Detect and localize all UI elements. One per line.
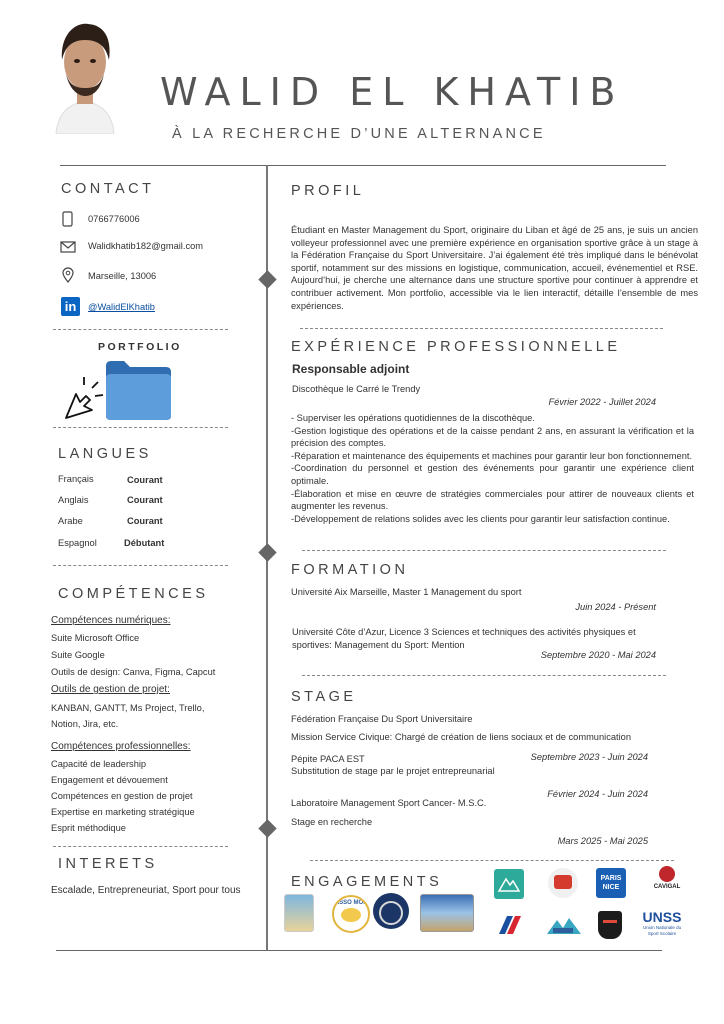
internship-desc: Mission Service Civique: Chargé de création de liens sociaux et de communication [291,732,632,742]
portfolio-heading: PORTFOLIO [98,341,182,353]
mountain-logo [494,869,524,899]
skill-item: Outils de design: Canva, Figma, Capcut [51,667,216,677]
internship-dates: Mars 2025 - Mai 2025 [557,836,648,846]
internship-desc: Stage en recherche [291,817,373,827]
skill-item: Compétences en gestion de projet [51,791,193,801]
duty-item: -Coordination du personnel et gestion des événements pour garantir une expérience client optimale. [291,463,694,486]
language-level: Courant [127,495,163,505]
footer-divider [56,950,662,951]
internship-dates: Février 2024 - Juin 2024 [547,789,648,799]
email-icon [60,240,76,258]
section-divider [53,565,228,566]
profile-photo [36,16,134,134]
folder-icon [106,361,171,420]
interets-heading: INTERETS [58,856,158,872]
company-name: Discothèque le Carré le Trendy [292,384,421,394]
university-sport-logo [493,912,527,938]
phone-icon [62,211,73,232]
section-divider [53,846,228,847]
language-level: Courant [127,516,163,526]
language-name: Espagnol [58,538,97,548]
job-objective: À LA RECHERCHE D’UNE ALTERNANCE [172,126,546,142]
sports-club-logo [373,893,409,929]
skill-item: KANBAN, GANTT, Ms Project, Trello, [51,703,205,713]
event-poster-logo [284,894,314,932]
section-divider [300,328,663,329]
section-divider [302,550,666,551]
education-dates: Septembre 2020 - Mai 2024 [540,650,656,660]
section-divider [53,329,228,330]
internship-org: Laboratoire Management Sport Cancer- M.S.C. [291,798,487,808]
profile-summary: Étudiant en Master Management du Sport, originaire du Liban et âgé de 25 ans, je suis un ancien volleyeur professionnel avec une première expérience en organisation sportive grâce à un stage à la Fédération Française du Sport Universitaire. J’ai également été très impliqué dans le bénévolat sportif, notamment sur des missions en logistique, communication, accueil, événementiel et RSE. Aujourd’hui, je cherche une alternance dans une structure sportive pour continuer à apprendre et contribuer activement. Mon portfolio, accessible via le lien interactif, détaille l’ensemble de mes expériences. [291,225,698,311]
skills-subheading: Outils de gestion de projet: [51,684,170,695]
language-level: Courant [127,475,163,485]
section-divider [310,860,674,861]
timeline-diamond [258,543,276,561]
formation-heading: FORMATION [291,562,409,578]
skill-item: Expertise en marketing stratégique [51,807,195,817]
skill-item: Esprit méthodique [51,823,126,833]
email-address[interactable]: Walidkhatib182@gmail.com [88,241,204,251]
job-dates: Février 2022 - Juillet 2024 [548,397,656,407]
timeline-diamond [258,270,276,288]
internship-org: Pépite PACA EST [291,754,365,764]
skills-subheading: Compétences professionnelles: [51,741,191,752]
internship-org: Fédération Française Du Sport Universitaire [291,714,473,724]
skill-item: Notion, Jira, etc. [51,719,119,729]
education-dates: Juin 2024 - Présent [575,602,656,612]
job-title: Responsable adjoint [292,362,410,376]
job-duties [291,412,694,525]
header-divider [60,165,666,166]
language-level: Débutant [124,538,165,548]
langues-heading: LANGUES [58,446,152,462]
unss-text: UNSS [642,909,682,925]
section-divider [302,675,666,676]
profil-heading: PROFIL [291,183,365,199]
location: Marseille, 13006 [88,271,157,281]
cavigal-logo [648,866,686,900]
skill-item: Engagement et dévouement [51,775,168,785]
interests-text: Escalade, Entrepreneuriat, Sport pour tous [51,885,241,896]
asso-mos-logo [332,895,370,933]
skills-subheading: Compétences numériques: [51,615,171,626]
competences-heading: COMPÉTENCES [58,586,209,602]
section-divider [53,427,228,428]
paris-nice-line: PARIS [600,875,622,882]
stage-heading: STAGE [291,689,357,705]
mountain-event-logo [545,914,583,936]
skill-item: Suite Microsoft Office [51,633,140,643]
location-pin-icon [62,267,74,288]
cursor-click-icon [66,377,103,418]
sports-team-logo [548,868,578,898]
language-name: Arabe [58,516,83,526]
event-photo-logo [420,894,474,932]
duty-item: -Développement de relations solides avec les clients pour garantir leur satisfaction continue. [291,513,670,524]
language-name: Anglais [58,495,89,505]
cavigal-text: CAVIGAL [653,884,681,890]
paris-nice-line: NICE [602,884,620,891]
asso-mos-text: ASSO MOS [334,900,368,906]
linkedin-icon[interactable]: in [61,297,80,316]
language-name: Français [58,474,94,484]
unss-logo [639,910,685,940]
duty-item: -Gestion logistique des opérations et de la caisse pendant 2 ans, en assurant la vérification et la précision des comptes. [291,425,694,449]
linkedin-link[interactable]: @WalidElKhatib [88,302,155,312]
portfolio-link[interactable] [62,358,174,427]
contact-heading: CONTACT [61,181,155,197]
duty-item: -Réparation et maintenance des équipements et machines pour garantir leur bon fonctionnement. [291,450,693,461]
education-school: Université Aix Marseille, Master 1 Management du sport [291,587,522,597]
unss-subtext: Union Nationale du Sport Scolaire [642,925,682,936]
phone-number: 0766776006 [88,214,140,224]
timeline-diamond [258,819,276,837]
paris-nice-logo [596,868,626,898]
skill-item: Capacité de leadership [51,759,147,769]
duty-item: -Élaboration et mise en œuvre de stratégies commerciales pour attirer de nouveaux clients et augmenter les revenus. [291,488,694,512]
experience-heading: EXPÉRIENCE PROFESSIONNELLE [291,339,621,355]
stade-shield-logo [598,911,622,939]
internship-dates: Septembre 2023 - Juin 2024 [530,752,648,762]
education-school: Université Côte d’Azur, Licence 3 Sciences et techniques des activités physiques et sportives: Management du Sport: Mention [292,627,636,650]
skill-item: Suite Google [51,650,105,660]
duty-item: - Superviser les opérations quotidiennes de la discothèque. [291,413,535,423]
candidate-name: WALID EL KHATIB [160,70,625,114]
internship-desc: Substitution de stage par le projet entrepreunarial [291,766,495,776]
engagements-heading: ENGAGEMENTS [291,874,443,890]
